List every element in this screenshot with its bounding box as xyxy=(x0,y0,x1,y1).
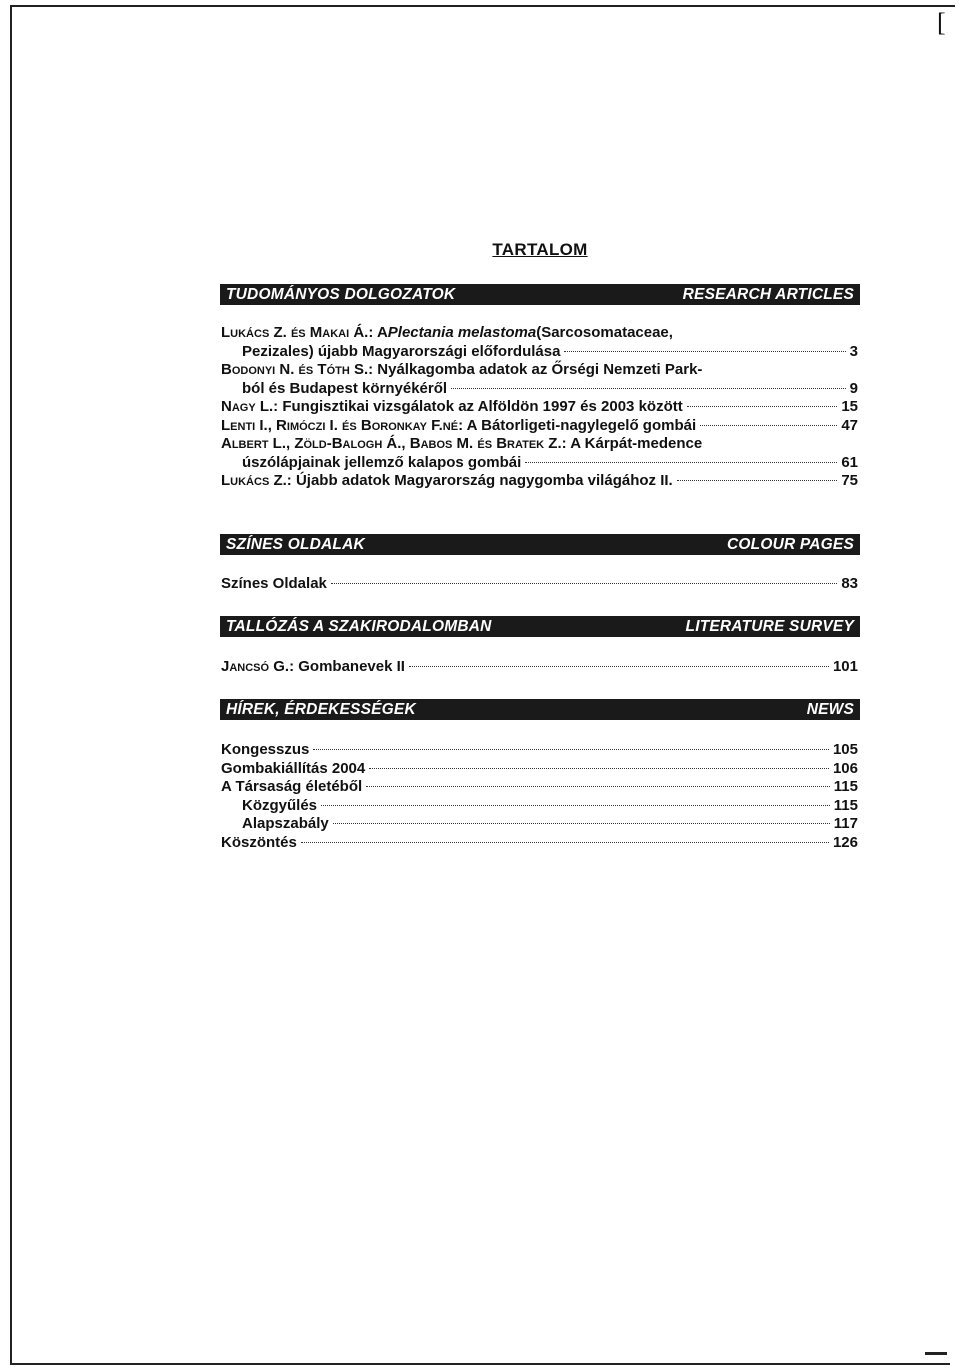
toc-entry[interactable] xyxy=(221,760,858,779)
entry-authors: Jancsó G. xyxy=(221,658,290,675)
entry-title: A Társaság életéből xyxy=(221,778,363,795)
entry-title-cont: úszólápjainak jellemző kalapos gombái xyxy=(242,453,522,471)
leader-dots xyxy=(369,768,829,769)
entry-title: Kongesszus xyxy=(221,741,310,758)
entry-page: 115 xyxy=(833,778,858,795)
entry-title: Közgyűlés xyxy=(242,796,318,814)
entry-authors: Lenti I., Rimóczi I. és Boronkay F.né xyxy=(221,416,459,434)
section-title-en: NEWS xyxy=(806,700,854,718)
leader-dots xyxy=(321,805,830,806)
entry-authors: Lukács Z. xyxy=(221,472,287,489)
entry-page: 15 xyxy=(841,398,858,415)
section-title-en: LITERATURE SURVEY xyxy=(685,617,854,635)
section-title-en: RESEARCH ARTICLES xyxy=(682,285,854,303)
leader-dots xyxy=(301,842,829,843)
literature-entries xyxy=(221,658,858,677)
leader-dots xyxy=(366,786,830,787)
section-title-hu: TUDOMÁNYOS DOLGOZATOK xyxy=(226,285,456,303)
page-frame-top xyxy=(10,5,955,7)
entry-title-cont: Pezizales) újabb Magyarországi előfordulása xyxy=(242,342,561,360)
entry-title-cont: ból és Budapest környékéről xyxy=(242,379,448,397)
research-entries xyxy=(221,324,858,491)
entry-page: 9 xyxy=(849,379,858,397)
entry-title: Gombakiállítás 2004 xyxy=(221,759,366,777)
toc-entry[interactable] xyxy=(221,741,858,760)
entry-authors: Bodonyi N. és Tóth S. xyxy=(221,361,369,378)
section-title-hu: TALLÓZÁS A SZAKIRODALOMBAN xyxy=(226,617,492,635)
entry-page: 106 xyxy=(832,759,858,777)
entry-title: Alapszabály xyxy=(242,815,329,832)
toc-subentry[interactable] xyxy=(221,815,858,834)
entry-page: 115 xyxy=(833,796,858,814)
toc-entry[interactable] xyxy=(221,435,858,472)
section-header-news xyxy=(220,699,860,720)
entry-page: 83 xyxy=(841,575,858,592)
entry-species: Plectania melastoma xyxy=(387,324,537,341)
entry-page: 105 xyxy=(832,741,858,758)
entry-title: : Nyálkagomba adatok az Őrségi Nemzeti Park- xyxy=(368,361,703,378)
entry-page: 117 xyxy=(833,815,858,832)
section-header-colour xyxy=(220,534,860,555)
toc-entry[interactable] xyxy=(221,417,858,436)
leader-dots xyxy=(564,351,845,352)
page-frame-left xyxy=(10,5,12,1363)
entry-title: Köszöntés xyxy=(221,833,297,851)
section-header-literature xyxy=(220,616,860,637)
entry-authors: Nagy L. xyxy=(221,398,274,415)
leader-dots xyxy=(409,666,829,667)
page-frame-bottom xyxy=(10,1363,950,1365)
leader-dots xyxy=(333,823,830,824)
leader-dots xyxy=(525,462,837,463)
news-entries xyxy=(221,741,858,852)
entry-title: Színes Oldalak xyxy=(221,575,327,592)
entry-title: : Fungisztikai vizsgálatok az Alföldön 1997 és 2003 között xyxy=(273,398,683,415)
entry-authors: Albert L., Zöld-Balogh Á., Babos M. és Bratek Z. xyxy=(221,435,562,452)
leader-dots xyxy=(451,388,846,389)
toc-entry[interactable] xyxy=(221,472,858,491)
entry-page: 126 xyxy=(832,833,858,851)
page-title: TARTALOM xyxy=(492,240,588,259)
leader-dots xyxy=(313,749,829,750)
entry-page: 47 xyxy=(841,416,858,434)
section-title-en: COLOUR PAGES xyxy=(727,535,854,553)
toc-entry[interactable] xyxy=(221,324,858,361)
toc-entry[interactable] xyxy=(221,658,858,677)
entry-page: 61 xyxy=(841,453,858,471)
entry-title: : A Kárpát-medence xyxy=(561,435,703,452)
toc-entry[interactable] xyxy=(221,398,858,417)
section-header-research xyxy=(220,284,860,305)
toc-entry[interactable] xyxy=(221,778,858,797)
entry-page: 75 xyxy=(841,472,858,489)
entry-title: : A Bátorligeti-nagylegelő gombái xyxy=(458,416,697,434)
entry-title-prefix: : A xyxy=(368,324,388,341)
entry-page: 101 xyxy=(832,658,858,675)
leader-dots xyxy=(677,480,838,481)
section-title-hu: SZÍNES OLDALAK xyxy=(226,535,365,553)
entry-authors: Lukács Z. és Makai Á. xyxy=(221,324,369,341)
section-title-hu: HÍREK, ÉRDEKESSÉGEK xyxy=(226,700,416,718)
toc-subentry[interactable] xyxy=(221,797,858,816)
toc-entry[interactable] xyxy=(221,575,858,594)
leader-dots xyxy=(700,425,837,426)
leader-dots xyxy=(331,583,837,584)
corner-bracket-mark: [ xyxy=(937,8,946,37)
entry-title: : Gombanevek II xyxy=(289,658,405,675)
entry-page: 3 xyxy=(849,342,858,360)
toc-entry[interactable] xyxy=(221,834,858,853)
entry-title: : Újabb adatok Magyarország nagygomba világához II. xyxy=(286,472,673,489)
toc-entry[interactable] xyxy=(221,361,858,398)
entry-title: (Sarcosomataceae, xyxy=(536,324,673,341)
bottom-edge-mark xyxy=(925,1352,947,1355)
colour-entries xyxy=(221,575,858,594)
leader-dots xyxy=(687,406,838,407)
